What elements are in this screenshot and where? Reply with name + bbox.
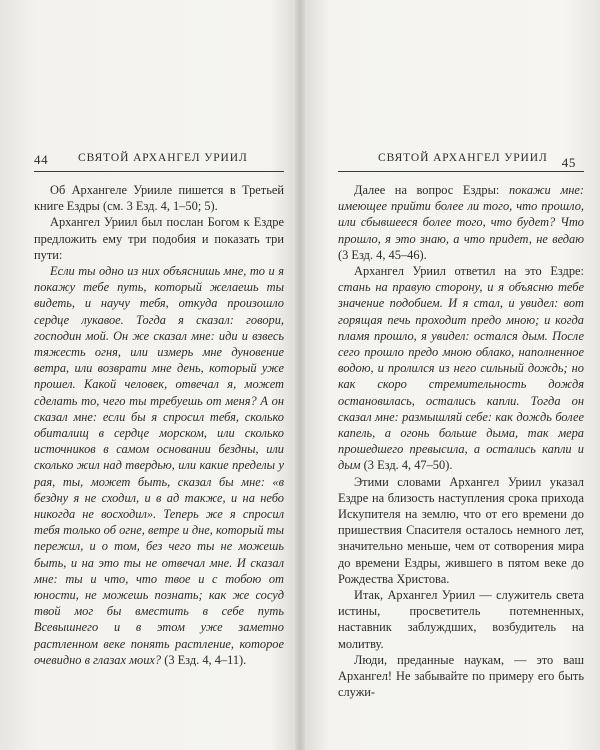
right-running-head: СВЯТОЙ АРХАНГЕЛ УРИИЛ <box>378 152 548 164</box>
right-paragraph-2 <box>338 263 584 474</box>
left-paragraph-1: Об Архангеле Урииле пишется в Третьей книге Ездры (см. 3 Езд. 4, 1–50; 5). <box>34 183 284 214</box>
left-paragraph-2: Архангел Уриил был послан Богом к Ездре предложить ему три подобия и показать три пути: <box>34 215 284 262</box>
left-page-header <box>20 152 284 172</box>
right-paragraph-2-reference: (3 Езд. 4, 47–50). <box>360 458 453 473</box>
left-page-number: 44 <box>34 152 49 167</box>
left-page <box>0 0 296 750</box>
right-paragraph-1-reference: (3 Езд. 4, 45–46). <box>338 247 427 262</box>
right-paragraph-4: Итак, Архангел Уриил — служитель света истины, просветитель потемненных, наставник заблуждших, возбудитель на молитву. <box>338 588 584 651</box>
right-paragraph-1-quote: покажи мне: имеющее прийти более ли того, что прошло, или сбывшееся более того, что будет? Что прошло, я это знаю, а что придет, не ведаю <box>338 183 584 246</box>
left-header-rule <box>34 171 284 172</box>
right-paragraph-2-quote: стань на правую сторону, и я объясню тебе значение подобием. И я стал, и увидел: вот горящая печь проходит предо мною; и когда пламя прошло, я увидел: остался дым. После сего прошло предо мною облако, наполненное водою, и пролился из него сильный дождь; но как скоро стремительность дождя остановилась, остались капли. Тогда он сказал мне: размышляй себе: как дождь более капель, а огонь больше дыма, так мера прошедшего превысила, а остались капли и дым <box>338 280 584 473</box>
right-page-number: 45 <box>561 155 576 170</box>
left-running-head: СВЯТОЙ АРХАНГЕЛ УРИИЛ <box>78 152 248 164</box>
right-paragraph-1 <box>338 182 584 263</box>
right-page-header <box>316 152 586 172</box>
right-paragraph-3: Этими словами Архангел Уриил указал Ездре на близость наступления срока прихода Искупителя на землю, что от его времени до пришествия Спасителя осталось немного лет, значительно меньше, чем от сотворения мира до времени Ездры, жившего в пятом веке до Рождества Христова. <box>338 474 584 586</box>
right-header-rule <box>338 171 584 172</box>
right-page-body <box>338 182 584 701</box>
left-quote: Если ты одно из них объяснишь мне, то и я покажу тебе путь, который желаешь ты видеть, и научу тебя, откуда произошло сердце лукавое. Тогда я сказал: говори, господин мой. Он же сказал мне: иди и взвесь тяжесть огня, или измерь мне дуновение ветра, или возврати мне день, который уже прошел. Какой человек, отвечал я, может сделать то, чего ты требуешь от меня? А он сказал мне: если бы я спросил тебя, сколько обиталищ в сердце морском, или сколько источников в самом основании бездны, или сколько жил над твердью, или какие пределы у рая, ты, может быть, сказал бы мне: «в бездну я не сходил, и в ад также, и на небо никогда не восходил». Теперь же я спросил тебя только об огне, ветре и дне, который ты пережил, и о том, без чего ты не можешь быть, и на это ты не отвечал мне. И сказал мне: ты и что, что твое и с тобою от юности, не можешь познать; как же сосуд твой мог бы вместить в себе путь Всевышнего и в этом уже заметно растленном веке понять растление, которое очевидно в глазах моих? <box>34 264 284 667</box>
left-paragraph-3 <box>34 263 284 668</box>
right-paragraph-5: Люди, преданные наукам, — это ваш Архангел! Не забывайте по примеру его быть служи- <box>338 652 584 700</box>
right-page <box>304 0 600 750</box>
right-paragraph-2-intro: Архангел Уриил ответил на это Ездре: <box>354 264 584 279</box>
right-paragraph-1-intro: Далее на вопрос Ездры: <box>354 183 509 197</box>
left-quote-reference: (3 Езд. 4, 4–11). <box>161 652 247 667</box>
left-page-body <box>34 182 284 668</box>
